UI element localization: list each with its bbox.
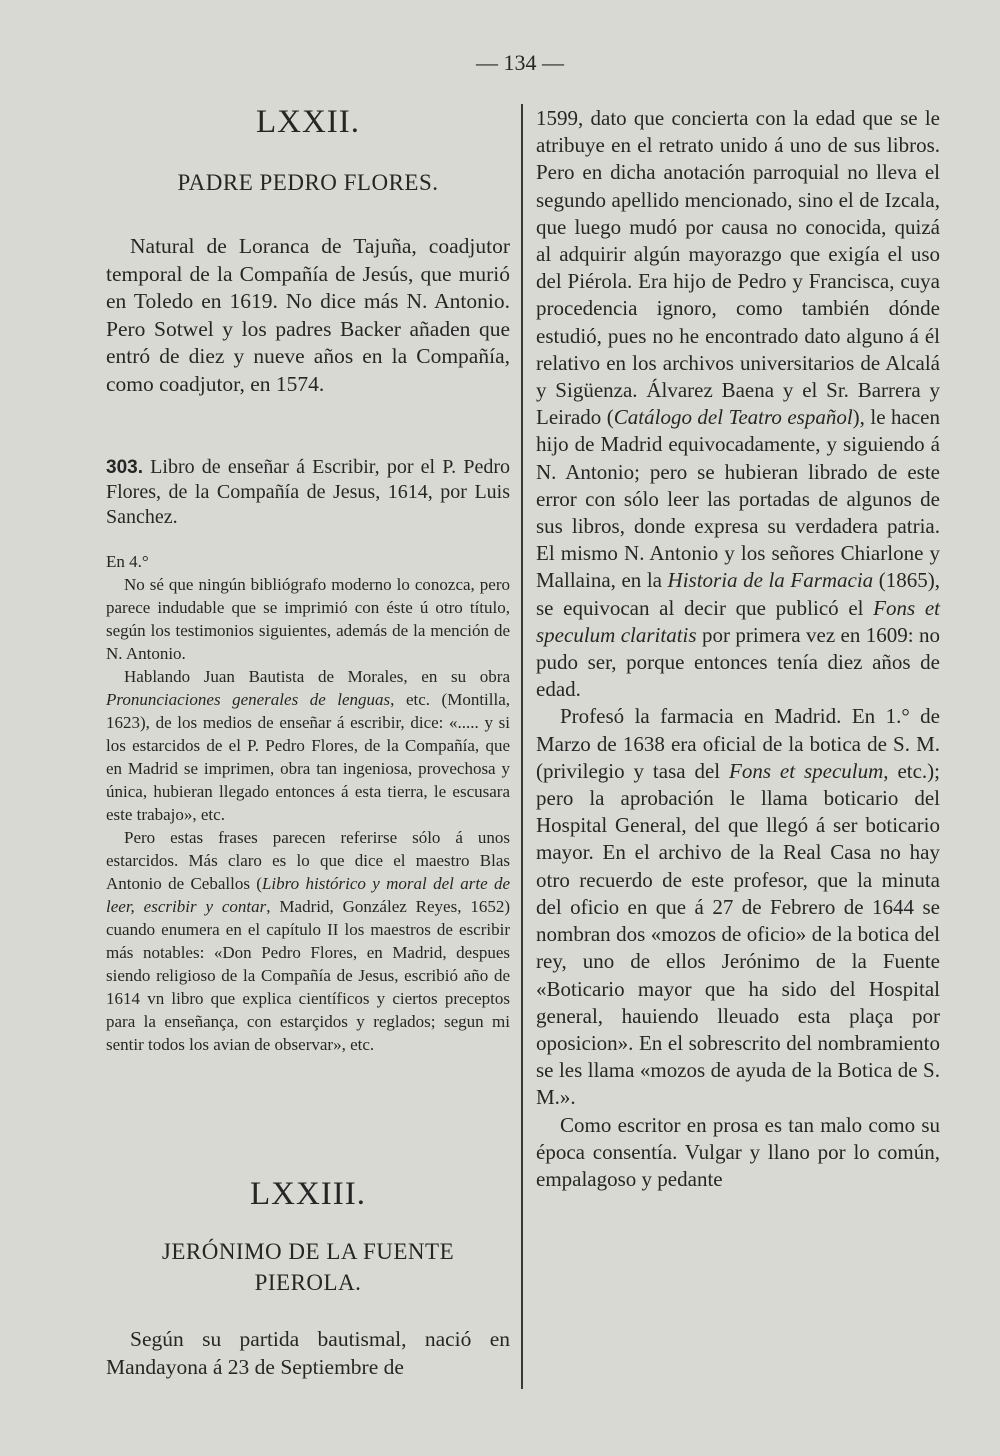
note3-text-b: , Madrid, González Reyes, 1652) cuando enumera en el capítulo II los maestros de escribir más notables: «Don Pedro Flores, en Madrid, despues siendo religioso de la Compañía de Jesus, escribió año de 1614 vn libro que explica científicos y ciertos preceptos para la enseñança, con estarçidos y reglados; segun mi sentir todos los avian de observar», etc. [106,897,511,1054]
right-paragraph-1 [536,105,940,703]
chapter-73-numeral: LXXIII. [249,1176,367,1212]
chapter-72-numeral: LXXII. [255,104,361,140]
chapter-72-title: PADRE PEDRO FLORES. [177,170,439,195]
p1-title-fons: Fons et speculum claritatis [536,595,940,647]
column-divider [521,104,523,1389]
note-paragraph-2 [106,665,510,826]
entry-notes [106,550,510,1056]
p1-title-catalogo: Catálogo del Teatro español [613,405,853,430]
entry-text: Libro de enseñar á Escribir, por el P. Pedro Flores, de la Compañía de Jesus, 1614, por Luis Sanchez. [106,456,511,528]
note3-book-title: Libro histórico y moral del arte de leer, escribir y contar [106,874,511,916]
right-paragraph-2 [536,703,940,1111]
chapter-73-intro: Según su partida bautismal, nació en Mandayona á 23 de Septiembre de [106,1327,510,1379]
entry-number: 303. [106,457,143,478]
note-paragraph-3 [106,826,510,1056]
p2-title-fons: Fons et speculum [729,758,884,783]
p1-title-historia: Historia de la Farmacia [667,568,874,593]
right-text [536,105,940,1193]
note-paragraph-1: No sé que ningún bibliógrafo moderno lo conozca, pero parece indudable que se imprimió con éste ú otro título, según los testimonios siguientes, además de la mención de N. Antonio. [106,575,510,663]
p1-text-a: 1599, dato que concierta con la edad que se le atribuye en el retrato unido á uno de sus libros. Pero en dicha anotación parroquial no lleva el segundo apellido mencionado, sino el de Izcala, que luego mudó por causa no conocida, quizá al adquirir algún mayorazgo que exigía el uso del Piérola. Era hijo de Pedro y Francisca, cuya procedencia ignoro, como también dónde estudió, pues no he encontrado dato alguno á él relativo en los archivos universitarios de Alcalá y Sigüenza. Álvarez Baena y el Sr. Barrera y Leirado ( [536,106,940,430]
p2-text-a: Profesó la farmacia en Madrid. En 1.° de Marzo de 1638 era oficial de la botica de S. M. (privilegio y tasa del [536,704,940,783]
bibliography-entry-303 [106,455,510,530]
p1-text-d: por primera vez en 1609: no pudo ser, porque entonces tenía diez años de edad. [536,622,940,702]
note2-book-title: Pronunciaciones generales de lenguas [106,690,391,709]
chapter-73-title-line-2: PIEROLA. [254,1270,362,1295]
page-number: — 134 — [476,50,564,75]
note2-text-b: , etc. (Montilla, 1623), de los medios de enseñar á escribir, dice: «..... y si los estarcidos de el P. Pedro Flores, de la Compañía, que en Madrid se imprimen, obra tan ingeniosa, provechosa y única, hubieran llegado entonces á esta tierra, le escusara este trabajo», etc. [106,690,511,824]
right-paragraph-3: Como escritor en prosa es tan malo como su época consentía. Vulgar y llano por lo común, empalagoso y pedante [536,1112,940,1191]
note3-text-a: Pero estas frases parecen referirse sólo á unos estarcidos. Más claro es lo que dice el maestro Blas Antonio de Ceballos ( [106,828,510,893]
chapter-73-title-line-1: JERÓNIMO DE LA FUENTE [161,1239,455,1264]
note2-text-a: Hablando Juan Bautista de Morales, en su obra [124,667,510,686]
p1-text-b: ), le hacen hijo de Madrid equivocadamente, y siguiendo á N. Antonio; pero se hubieran librado de este error con sólo leer las portadas de algunos de sus libros, donde expresa su verdadera patria. El mismo N. Antonio y los señores Chiarlone y Mallaina, en la [536,405,940,593]
entry-format: En 4.° [106,552,149,571]
p1-text-c: (1865), se equivocan al decir que publicó el [536,568,940,620]
p2-text-b: , etc.); pero la aprobación le llama boticario del Hospital General, del que llegó á ser boticario mayor. En el archivo de la Real Casa no hay otro recuerdo de este profesor, que la minuta del oficio en que á 27 de Febrero de 1644 se nombran dos «mozos de oficio» de la botica del rey, uno de ellos Jerónimo de la Fuente «Boticario mayor que ha sido del Hospital general, hauiendo lleuado esta plaça por oposicion». En el sobrescrito del nombramiento se les llama «mozos de ayuda de la Botica de S. M.». [536,758,940,1110]
chapter-72-biography: Natural de Loranca de Tajuña, coadjutor temporal de la Compañía de Jesús, que murió en Toledo en 1619. No dice más N. Antonio. Pero Sotwel y los padres Backer añaden que entró de diez y nueve años en la Compañía, como coadjutor, en 1574. [106,234,510,396]
